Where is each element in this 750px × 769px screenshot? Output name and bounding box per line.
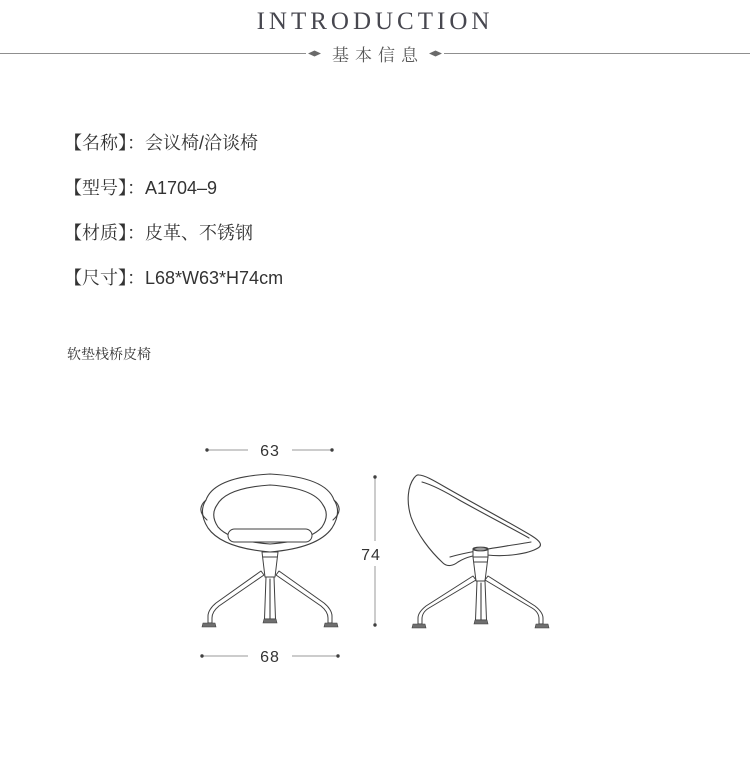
spec-name: 【名称】：会议椅/洽谈椅 (64, 133, 258, 153)
diamond-arrow-right-icon (429, 50, 442, 57)
spec-list (64, 131, 283, 311)
product-note: 软垫栈桥皮椅 (67, 346, 151, 362)
divider-line-left (0, 53, 306, 54)
section-header (0, 42, 750, 64)
page-title: INTRODUCTION (256, 8, 494, 35)
dimension-height (361, 475, 381, 626)
section-title: 基本信息 (332, 45, 424, 65)
spec-size: 【尺寸】：L68*W63*H74cm (64, 268, 284, 288)
dimension-base-width (200, 649, 339, 666)
chair-side-view (408, 475, 549, 628)
base-width-value: 68 (260, 649, 280, 666)
spec-model: 【型号】：A1704–9 (64, 178, 218, 198)
divider-line-right (444, 53, 750, 54)
chair-front-view (201, 474, 339, 627)
seat-width-value: 63 (260, 443, 280, 460)
dimension-seat-width (205, 443, 333, 460)
spec-material: 【材质】：皮革、不锈钢 (64, 223, 253, 243)
height-value: 74 (361, 547, 381, 564)
dimension-diagram (170, 430, 580, 680)
diamond-arrow-left-icon (308, 50, 321, 57)
